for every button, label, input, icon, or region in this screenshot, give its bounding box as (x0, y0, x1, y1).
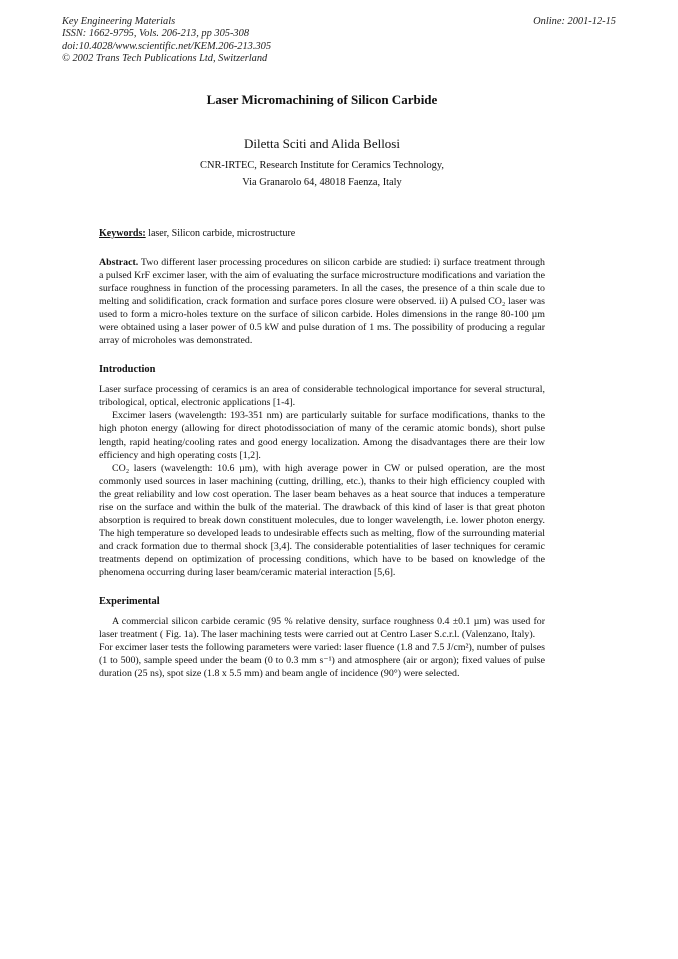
abstract-label: Abstract. (99, 257, 139, 268)
keywords-label: Keywords: (99, 228, 146, 239)
keywords (99, 228, 545, 239)
abstract-text: Two different laser processing procedures on silicon carbide are studied: i) surface treatment through a pulsed KrF excimer laser, with the aim of evaluating the surface microstructure modifications and variation the surface roughness in function of the processing parameters. In all the cases, the presence of a thin scale due to melting and solidification, crack formation and surface pores closure were observed. ii) A pulsed CO₂ laser was used to form a micro-holes texture on the surface of silicon carbide. Holes dimensions in the range 80-100 µm were obtained using a laser power of 0.5 kW and pulse duration of 1 ms. The possibility of producing a regular array of microholes was demonstrated. (99, 257, 545, 347)
journal-issn: ISSN: 1662-9795, Vols. 206-213, pp 305-308 (62, 28, 250, 40)
journal-doi: doi:10.4028/www.scientific.net/KEM.206-213.305 (62, 40, 272, 52)
experimental-paragraph: For excimer laser tests the following parameters were varied: laser fluence (1.8 and 7.5 J/cm²), number of pulses (1 to 500), sample speed under the beam (0 to 0.3 mm s⁻¹) and atmosphere (air or argon); fixed values of pulse duration (25 ns), spot size (1.8 x 5.5 mm) and beam angle of incidence (90°) were selected. (99, 642, 545, 680)
paper-title: Laser Micromachining of Silicon Carbide (206, 92, 438, 107)
experimental-paragraph: A commercial silicon carbide ceramic (95 % relative density, surface roughness 0.4 ±0.1 µm) was used for laser treatment ( Fig. 1a). The laser machining tests were carried out at Centro Laser S.c.r.l. (Valenzano, Italy). (99, 616, 545, 641)
abstract (99, 256, 545, 347)
affiliation (99, 157, 545, 191)
journal-copyright: © 2002 Trans Tech Publications Ltd, Switzerland (62, 53, 268, 65)
journal-name: Key Engineering Materials (62, 16, 176, 27)
journal-info (62, 16, 271, 66)
experimental-heading: Experimental (99, 596, 160, 608)
paper-authors: Diletta Sciti and Alida Bellosi (244, 136, 400, 151)
intro-paragraph: Excimer lasers (wavelength: 193-351 nm) are particularly suitable for surface modifications, thanks to the high photon energy (allowing for direct photodissociation of many of the ceramic atomic bonds), short pulse length, rapid heating/cooling rates and good energy localization. Among the disadvantages there are their low efficiency and high operating costs [1,2]. (99, 410, 545, 461)
paper-body (99, 92, 545, 680)
online-date: Online: 2001-12-15 (533, 16, 616, 27)
intro-paragraph: CO₂ lasers (wavelength: 10.6 µm), with high average power in CW or pulsed operation, are the most commonly used sources in laser machining (cutting, drilling, etc.), thanks to their high efficiency coupled with the great reliability and low cost operation. The laser beam behaves as a heat source that induces a temperature rise on the surface and within the bulk of the material. The drawback of this kind of laser is that great photon absorption is required to break down constituent molecules, due to longer wavelength, i.e. lower photon energy. The high temperature so developed leads to undesirable effects such as melting, flow of the surrounding material and crack formation due to thermal shock [3,4]. The considerable potentialities of laser techniques for ceramic treatments depend on optimization of processing conditions, which have to be based on knowledge of the phenomena occurring during laser beam/ceramic material interaction [5,6]. (99, 462, 545, 578)
affiliation-line: CNR-IRTEC, Research Institute for Ceramics Technology, (200, 160, 444, 171)
intro-paragraph: Laser surface processing of ceramics is an area of considerable technological importance for several structural, tribological, optical, electronic applications [1-4]. (99, 384, 545, 409)
keywords-text: laser, Silicon carbide, microstructure (145, 228, 296, 239)
introduction-heading: Introduction (99, 364, 156, 376)
affiliation-line: Via Granarolo 64, 48018 Faenza, Italy (242, 177, 402, 188)
